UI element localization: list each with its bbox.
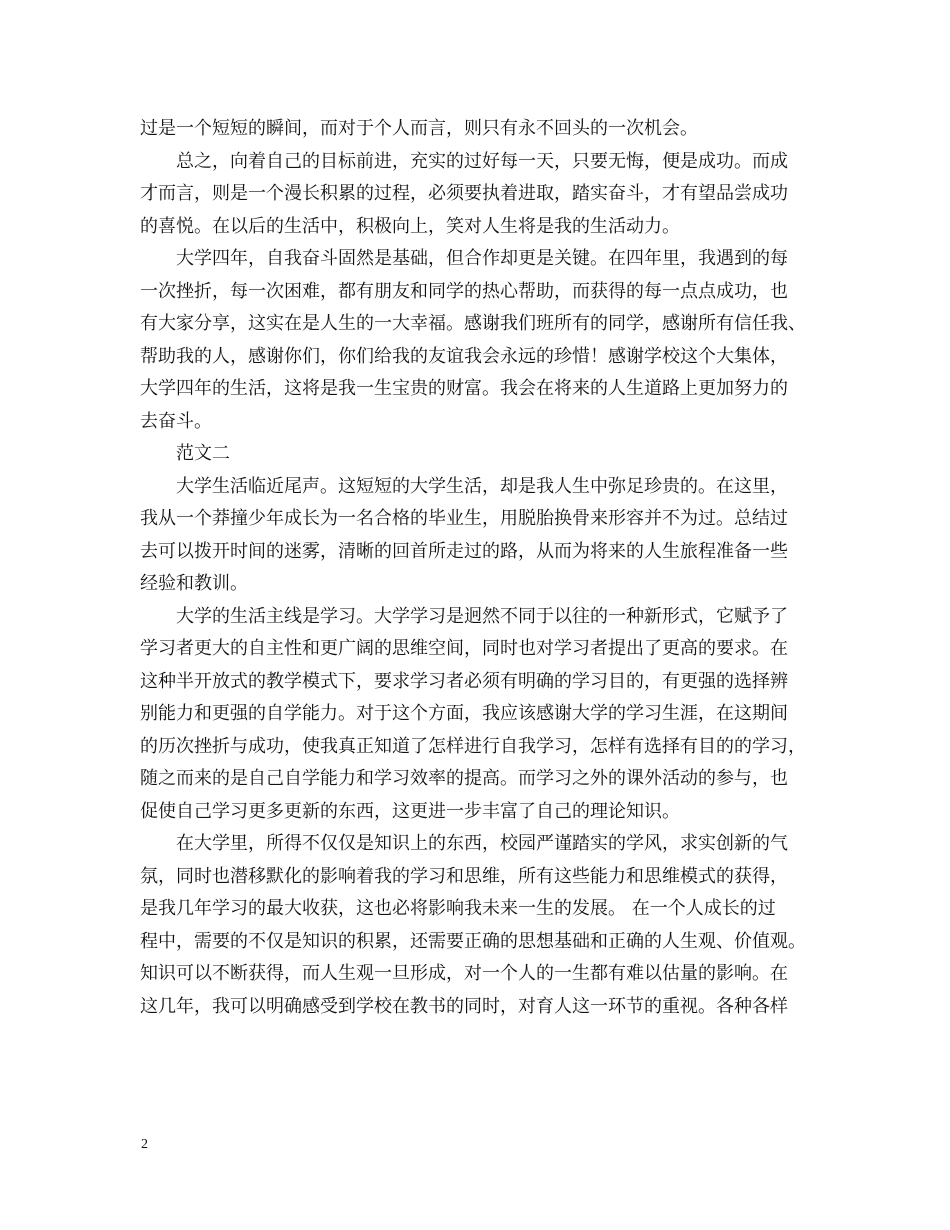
text-line: 我从一个莽撞少年成长为一名合格的毕业生，用脱胎换骨来形容并不为过。总结过: [140, 508, 788, 529]
text-line: 这几年，我可以明确感受到学校在教书的同时，对育人这一环节的重视。各种各样: [140, 995, 788, 1017]
text-line: 过是一个短短的瞬间，而对于个人而言，则只有永不回头的一次机会。: [140, 118, 698, 139]
text-line: 大学生活临近尾声。这短短的大学生活，却是我人生中弥足珍贵的。在这里，: [176, 475, 788, 497]
text-line: 帮助我的人，感谢你们，你们给我的友谊我会永远的珍惜！感谢学校这个大集体，: [140, 345, 788, 367]
body-text: [140, 113, 815, 1023]
text-line: 学习者更大的自主性和更广阔的思维空间，同时也对学习者提出了更高的要求。在: [140, 638, 788, 659]
text-line: 在大学里，所得不仅仅是知识上的东西，校园严谨踏实的学风，求实创新的气: [176, 833, 788, 854]
text-line: 促使自己学习更多更新的东西，这更进一步丰富了自己的理论知识。: [140, 800, 680, 822]
text-line: 大学四年，自我奋斗固然是基础，但合作却更是关键。在四年里，我遇到的每: [176, 248, 788, 269]
text-line: 大学四年的生活，这将是我一生宝贵的财富。我会在将来的人生道路上更加努力的: [140, 378, 788, 399]
text-line: 知识可以不断获得，而人生观一旦形成，对一个人的一生都有难以估量的影响。在: [140, 963, 788, 984]
text-line: 有大家分享，这实在是人生的一大幸福。感谢我们班所有的同学，感谢所有信任我、: [140, 313, 806, 334]
text-line: 经验和教训。: [140, 573, 248, 594]
text-line: 去可以拨开时间的迷雾，清晰的回首所走过的路，从而为将来的人生旅程准备一些: [140, 540, 788, 562]
text-line: 大学的生活主线是学习。大学学习是迥然不同于以往的一种新形式，它赋予了: [176, 605, 788, 627]
text-line: 的喜悦。在以后的生活中，积极向上，笑对人生将是我的生活动力。: [140, 215, 680, 237]
text-line: 才而言，则是一个漫长积累的过程，必须要执着进取，踏实奋斗，才有望品尝成功: [140, 183, 788, 204]
text-line: 的历次挫折与成功，使我真正知道了怎样进行自我学习，怎样有选择有目的的学习，: [140, 735, 806, 757]
text-line: 随之而来的是自己自学能力和学习效率的提高。而学习之外的课外活动的参与，也: [140, 768, 788, 789]
section-heading: 范文二: [176, 443, 230, 464]
text-line: 氛，同时也潜移默化的影响着我的学习和思维，所有这些能力和思维模式的获得，: [140, 865, 788, 887]
text-line: 总之，向着自己的目标前进，充实的过好每一天，只要无悔，便是成功。而成: [176, 150, 788, 172]
text-line: 是我几年学习的最大收获，这也必将影响我未来一生的发展。 在一个人成长的过: [140, 898, 776, 919]
text-line: 别能力和更强的自学能力。对于这个方面，我应该感谢大学的学习生涯，在这期间: [140, 703, 788, 724]
text-line: 程中，需要的不仅是知识的积累，还需要正确的思想基础和正确的人生观、价值观。: [140, 930, 806, 952]
text-line: 去奋斗。: [140, 410, 212, 432]
page-number: 2: [141, 1137, 148, 1152]
text-line: 这种半开放式的教学模式下，要求学习者必须有明确的学习目的，有更强的选择辨: [140, 670, 788, 692]
text-line: 一次挫折，每一次困难，都有朋友和同学的热心帮助，而获得的每一点点成功，也: [140, 280, 788, 302]
